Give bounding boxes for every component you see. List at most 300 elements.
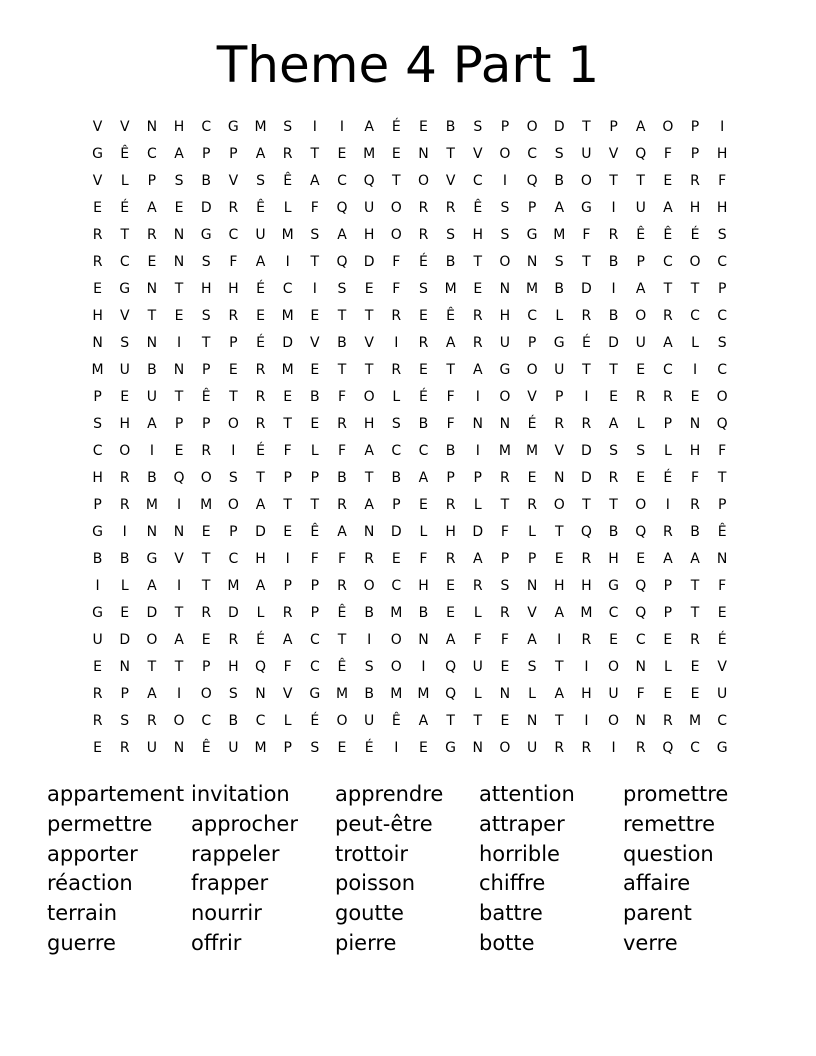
grid-letter: Q <box>580 524 592 540</box>
grid-letter: R <box>662 308 673 324</box>
grid-letter: P <box>473 470 482 486</box>
grid-letter: P <box>310 578 320 594</box>
grid-letter: C <box>717 254 728 270</box>
grid-letter: L <box>310 443 319 459</box>
grid-letter: H <box>363 416 375 432</box>
grid-letter: A <box>255 578 266 594</box>
grid-letter: H <box>363 227 375 243</box>
word-bank-item: apprendre <box>335 782 444 806</box>
page-title: Theme 4 Part 1 <box>216 36 600 94</box>
grid-letter: P <box>120 686 129 702</box>
grid-letter: G <box>608 578 619 594</box>
grid-letter: E <box>446 605 456 621</box>
grid-letter: B <box>690 524 700 540</box>
grid-letter: V <box>527 389 537 405</box>
grid-letter: P <box>663 605 673 621</box>
grid-letter: A <box>337 524 347 540</box>
grid-letter: D <box>581 443 592 459</box>
grid-letter: F <box>419 551 428 567</box>
grid-letter: A <box>364 119 374 135</box>
grid-letter: R <box>391 308 402 324</box>
grid-letter: R <box>581 740 592 756</box>
grid-letter: R <box>201 605 212 621</box>
grid-letter: R <box>445 200 456 216</box>
grid-letter: F <box>582 227 591 243</box>
grid-letter: É <box>364 740 374 756</box>
word-bank-item: apporter <box>47 841 138 866</box>
grid-letter: I <box>475 443 480 459</box>
grid-letter: M <box>254 119 267 135</box>
grid-row <box>84 600 736 627</box>
grid-letter: V <box>228 173 239 189</box>
grid-letter: P <box>717 281 727 297</box>
grid-letter: F <box>690 470 700 486</box>
grid-letter: H <box>716 146 728 162</box>
grid-letter: R <box>581 416 592 432</box>
grid-letter: R <box>92 686 103 702</box>
grid-letter: I <box>312 119 317 135</box>
grid-letter: T <box>201 551 211 567</box>
grid-letter: D <box>282 335 294 351</box>
grid-letter: O <box>119 443 131 459</box>
grid-letter: E <box>337 740 347 756</box>
grid-letter: A <box>527 632 537 648</box>
grid-letter: S <box>228 686 238 702</box>
grid-letter: R <box>581 632 592 648</box>
grid-letter: Q <box>445 659 457 675</box>
grid-letter: L <box>473 497 482 513</box>
grid-letter: G <box>580 200 592 216</box>
grid-letter: S <box>174 173 184 189</box>
grid-letter: A <box>418 470 429 486</box>
grid-letter: I <box>339 119 345 135</box>
grid-letter: É <box>256 632 265 648</box>
grid-letter: A <box>147 200 157 216</box>
grid-letter: I <box>557 632 562 648</box>
grid-letter: R <box>690 632 700 648</box>
grid-letter: B <box>119 551 130 567</box>
grid-letter: M <box>417 686 430 702</box>
grid-letter: A <box>174 632 184 648</box>
grid-letter: F <box>392 281 401 297</box>
grid-letter: S <box>473 119 483 135</box>
word-bank-item: invitation <box>191 782 290 806</box>
grid-letter: R <box>662 389 673 405</box>
grid-letter: B <box>445 119 456 135</box>
grid-letter: I <box>176 497 182 513</box>
grid-letter: N <box>472 740 483 756</box>
grid-letter: Q <box>173 470 185 486</box>
grid-letter: T <box>229 389 238 405</box>
grid-letter: H <box>689 200 701 216</box>
word-bank-item: rappeler <box>191 841 280 866</box>
grid-letter: M <box>444 281 457 297</box>
grid-letter: H <box>228 659 239 675</box>
grid-letter: E <box>609 389 618 405</box>
grid-letter: P <box>663 416 673 432</box>
grid-letter: P <box>201 416 211 432</box>
grid-letter: N <box>499 281 511 297</box>
grid-letter: R <box>255 389 266 405</box>
grid-letter: E <box>663 173 673 189</box>
grid-letter: P <box>229 524 238 540</box>
grid-letter: H <box>472 227 484 243</box>
grid-letter: E <box>391 551 401 567</box>
grid-letter: R <box>472 308 483 324</box>
grid-letter: E <box>636 470 646 486</box>
grid-letter: R <box>228 200 239 216</box>
word-bank-item: réaction <box>47 871 133 896</box>
grid-letter: I <box>394 335 399 351</box>
grid-letter: T <box>636 173 645 189</box>
word-bank <box>47 780 787 959</box>
grid-letter: T <box>582 362 591 378</box>
grid-row <box>84 411 736 438</box>
grid-letter: A <box>337 227 347 243</box>
grid-letter: É <box>419 254 428 270</box>
grid-letter: Ê <box>310 524 320 540</box>
grid-letter: N <box>635 713 646 729</box>
grid-letter: R <box>445 551 456 567</box>
grid-letter: E <box>419 362 428 378</box>
grid-letter: O <box>526 119 538 135</box>
grid-letter: C <box>147 146 157 162</box>
grid-letter: H <box>92 308 103 324</box>
grid-row <box>84 708 736 735</box>
grid-letter: O <box>363 578 375 594</box>
grid-letter: S <box>120 713 130 729</box>
grid-letter: O <box>499 740 511 756</box>
grid-letter: T <box>201 335 211 351</box>
grid-letter: H <box>228 281 239 297</box>
grid-letter: Ê <box>201 740 211 756</box>
grid-row <box>84 114 736 141</box>
grid-letter: M <box>390 686 403 702</box>
grid-letter: V <box>119 308 130 324</box>
grid-letter: T <box>446 146 455 162</box>
grid-letter: O <box>227 497 239 513</box>
grid-letter: E <box>283 524 293 540</box>
grid-letter: O <box>390 227 402 243</box>
grid-letter: C <box>255 713 266 729</box>
grid-letter: R <box>201 443 212 459</box>
grid-row <box>84 627 736 654</box>
grid-letter: Ê <box>201 389 211 405</box>
grid-letter: O <box>390 632 402 648</box>
grid-letter: V <box>472 146 483 162</box>
grid-row <box>84 654 736 681</box>
grid-letter: H <box>716 200 728 216</box>
grid-letter: V <box>717 659 727 675</box>
grid-letter: U <box>499 335 511 351</box>
grid-letter: R <box>391 362 402 378</box>
grid-letter: D <box>472 524 484 540</box>
grid-letter: E <box>337 146 347 162</box>
grid-letter: N <box>173 254 185 270</box>
grid-letter: E <box>391 146 401 162</box>
grid-letter: O <box>390 200 402 216</box>
grid-letter: A <box>147 416 157 432</box>
grid-letter: U <box>228 740 239 756</box>
grid-letter: E <box>690 686 700 702</box>
grid-letter: Ê <box>256 200 265 216</box>
grid-letter: M <box>254 740 267 756</box>
grid-letter: C <box>717 308 728 324</box>
grid-letter: M <box>145 497 158 513</box>
grid-letter: E <box>419 740 428 756</box>
grid-letter: F <box>500 632 509 648</box>
grid-letter: F <box>337 551 347 567</box>
grid-letter: T <box>337 308 347 324</box>
grid-letter: F <box>446 389 455 405</box>
grid-letter: I <box>285 254 290 270</box>
grid-letter: H <box>418 578 429 594</box>
grid-letter: C <box>472 173 483 189</box>
grid-letter: P <box>527 551 537 567</box>
grid-letter: R <box>418 200 429 216</box>
grid-letter: L <box>283 713 292 729</box>
grid-letter: E <box>663 686 673 702</box>
grid-letter: T <box>554 713 564 729</box>
grid-letter: T <box>120 227 130 243</box>
grid-letter: A <box>364 497 374 513</box>
grid-letter: A <box>147 578 157 594</box>
grid-letter: E <box>310 362 320 378</box>
grid-letter: E <box>310 416 320 432</box>
grid-letter: E <box>93 659 102 675</box>
grid-letter: R <box>690 173 700 189</box>
grid-letter: B <box>147 362 157 378</box>
grid-letter: Ê <box>337 659 347 675</box>
grid-letter: G <box>309 686 321 702</box>
grid-letter: A <box>147 686 157 702</box>
grid-letter: N <box>173 524 185 540</box>
grid-letter: A <box>445 335 456 351</box>
grid-letter: M <box>335 686 349 702</box>
grid-letter: T <box>283 497 292 513</box>
grid-row <box>84 681 736 708</box>
grid-letter: U <box>119 362 130 378</box>
grid-letter: T <box>174 281 184 297</box>
grid-letter: R <box>554 740 565 756</box>
grid-letter: U <box>581 146 592 162</box>
grid-letter: T <box>609 497 618 513</box>
grid-letter: E <box>690 659 700 675</box>
grid-letter: O <box>363 389 375 405</box>
grid-letter: M <box>526 281 539 297</box>
grid-letter: E <box>174 443 184 459</box>
grid-letter: I <box>584 389 589 405</box>
grid-letter: U <box>635 335 646 351</box>
grid-letter: T <box>446 713 455 729</box>
grid-letter: C <box>309 632 320 648</box>
grid-letter: N <box>146 281 158 297</box>
grid-letter: N <box>173 740 185 756</box>
grid-letter: F <box>500 524 509 540</box>
word-bank-item: poisson <box>335 871 416 896</box>
grid-letter: T <box>364 470 374 486</box>
grid-letter: T <box>283 416 292 432</box>
grid-row <box>84 357 736 384</box>
grid-row <box>84 222 736 249</box>
grid-letter: O <box>146 632 158 648</box>
word-bank-item: parent <box>623 901 692 926</box>
grid-letter: C <box>282 281 293 297</box>
grid-letter: S <box>717 227 727 243</box>
grid-letter: S <box>364 659 374 675</box>
grid-letter: E <box>256 308 265 324</box>
grid-letter: D <box>608 335 619 351</box>
grid-letter: H <box>553 578 565 594</box>
grid-letter: R <box>92 227 103 243</box>
word-bank-item: pierre <box>335 930 397 955</box>
grid-letter: R <box>635 740 646 756</box>
grid-letter: L <box>120 173 129 189</box>
grid-letter: A <box>663 200 673 216</box>
grid-row <box>84 465 736 492</box>
grid-letter: Ê <box>473 200 483 216</box>
grid-letter: N <box>92 335 103 351</box>
grid-letter: C <box>717 362 728 378</box>
grid-letter: Q <box>635 524 647 540</box>
grid-letter: M <box>281 227 294 243</box>
grid-letter: A <box>255 254 266 270</box>
grid-letter: I <box>367 632 372 648</box>
grid-letter: N <box>363 524 375 540</box>
grid-letter: U <box>526 740 538 756</box>
grid-letter: I <box>421 659 426 675</box>
grid-letter: U <box>364 713 375 729</box>
grid-letter: A <box>554 686 565 702</box>
grid-letter: O <box>417 173 429 189</box>
grid-letter: R <box>337 578 347 594</box>
grid-letter: U <box>472 659 483 675</box>
grid-letter: F <box>718 443 727 459</box>
grid-letter: F <box>663 146 672 162</box>
grid-letter: T <box>310 146 320 162</box>
grid-letter: B <box>201 173 211 189</box>
grid-letter: M <box>200 497 213 513</box>
word-bank-item: approcher <box>191 811 298 836</box>
grid-letter: S <box>527 659 537 675</box>
grid-letter: T <box>174 389 184 405</box>
grid-letter: Ê <box>446 308 456 324</box>
grid-letter: T <box>256 470 265 486</box>
grid-letter: N <box>146 524 158 540</box>
grid-letter: S <box>446 227 456 243</box>
grid-letter: V <box>282 686 293 702</box>
grid-letter: A <box>663 551 673 567</box>
grid-letter: R <box>282 605 293 621</box>
grid-letter: F <box>718 578 727 594</box>
grid-letter: O <box>716 389 728 405</box>
grid-letter: E <box>663 632 673 648</box>
grid-letter: E <box>419 497 428 513</box>
grid-letter: U <box>92 632 103 648</box>
grid-letter: N <box>499 686 511 702</box>
grid-letter: N <box>146 119 158 135</box>
grid-letter: S <box>500 578 510 594</box>
grid-letter: E <box>93 200 102 216</box>
grid-letter: O <box>200 470 212 486</box>
grid-letter: O <box>689 254 701 270</box>
grid-row <box>84 195 736 222</box>
grid-letter: T <box>174 605 184 621</box>
grid-letter: É <box>310 713 320 729</box>
word-bank-item: chiffre <box>479 871 546 896</box>
grid-letter: T <box>364 308 374 324</box>
grid-letter: R <box>364 551 374 567</box>
grid-letter: Q <box>662 740 674 756</box>
grid-letter: R <box>92 254 103 270</box>
grid-letter: N <box>716 551 728 567</box>
grid-letter: S <box>201 308 211 324</box>
grid-letter: E <box>120 389 130 405</box>
grid-letter: I <box>611 740 616 756</box>
grid-letter: T <box>174 659 184 675</box>
grid-letter: C <box>337 173 347 189</box>
grid-letter: T <box>582 254 591 270</box>
grid-letter: P <box>527 200 537 216</box>
grid-letter: V <box>92 119 103 135</box>
grid-letter: F <box>283 659 292 675</box>
grid-letter: Ê <box>636 227 646 243</box>
grid-letter: É <box>391 119 401 135</box>
grid-letter: R <box>554 416 565 432</box>
grid-letter: A <box>255 146 266 162</box>
grid-letter: R <box>472 335 483 351</box>
grid-letter: E <box>174 308 184 324</box>
grid-letter: C <box>608 605 619 621</box>
grid-letter: P <box>717 497 727 513</box>
grid-letter: H <box>445 524 456 540</box>
grid-letter: H <box>608 551 619 567</box>
grid-letter: U <box>717 686 728 702</box>
grid-letter: Q <box>336 254 348 270</box>
grid-letter: P <box>283 470 292 486</box>
word-bank-item: offrir <box>191 930 242 955</box>
grid-letter: R <box>119 470 130 486</box>
grid-letter: T <box>446 362 455 378</box>
grid-letter: N <box>499 416 511 432</box>
grid-letter: R <box>445 497 456 513</box>
grid-letter: M <box>281 308 294 324</box>
grid-letter: P <box>310 470 320 486</box>
grid-letter: C <box>391 443 402 459</box>
grid-letter: B <box>337 335 347 351</box>
grid-letter: T <box>473 254 483 270</box>
grid-letter: V <box>608 146 619 162</box>
grid-letter: É <box>419 389 428 405</box>
word-bank-item: guerre <box>47 930 116 955</box>
grid-letter: T <box>554 659 564 675</box>
grid-letter: M <box>227 578 240 594</box>
grid-letter: V <box>92 173 103 189</box>
grid-letter: T <box>337 632 347 648</box>
grid-letter: R <box>255 416 266 432</box>
grid-letter: E <box>554 551 564 567</box>
grid-letter: F <box>310 200 319 216</box>
grid-letter: B <box>310 389 320 405</box>
word-bank-item: verre <box>623 930 678 955</box>
grid-letter: M <box>91 362 104 378</box>
word-bank-item: question <box>623 841 714 866</box>
grid-letter: O <box>173 713 185 729</box>
grid-letter: O <box>526 362 538 378</box>
grid-letter: Q <box>716 416 728 432</box>
grid-letter: Q <box>635 146 647 162</box>
grid-row <box>84 168 736 195</box>
